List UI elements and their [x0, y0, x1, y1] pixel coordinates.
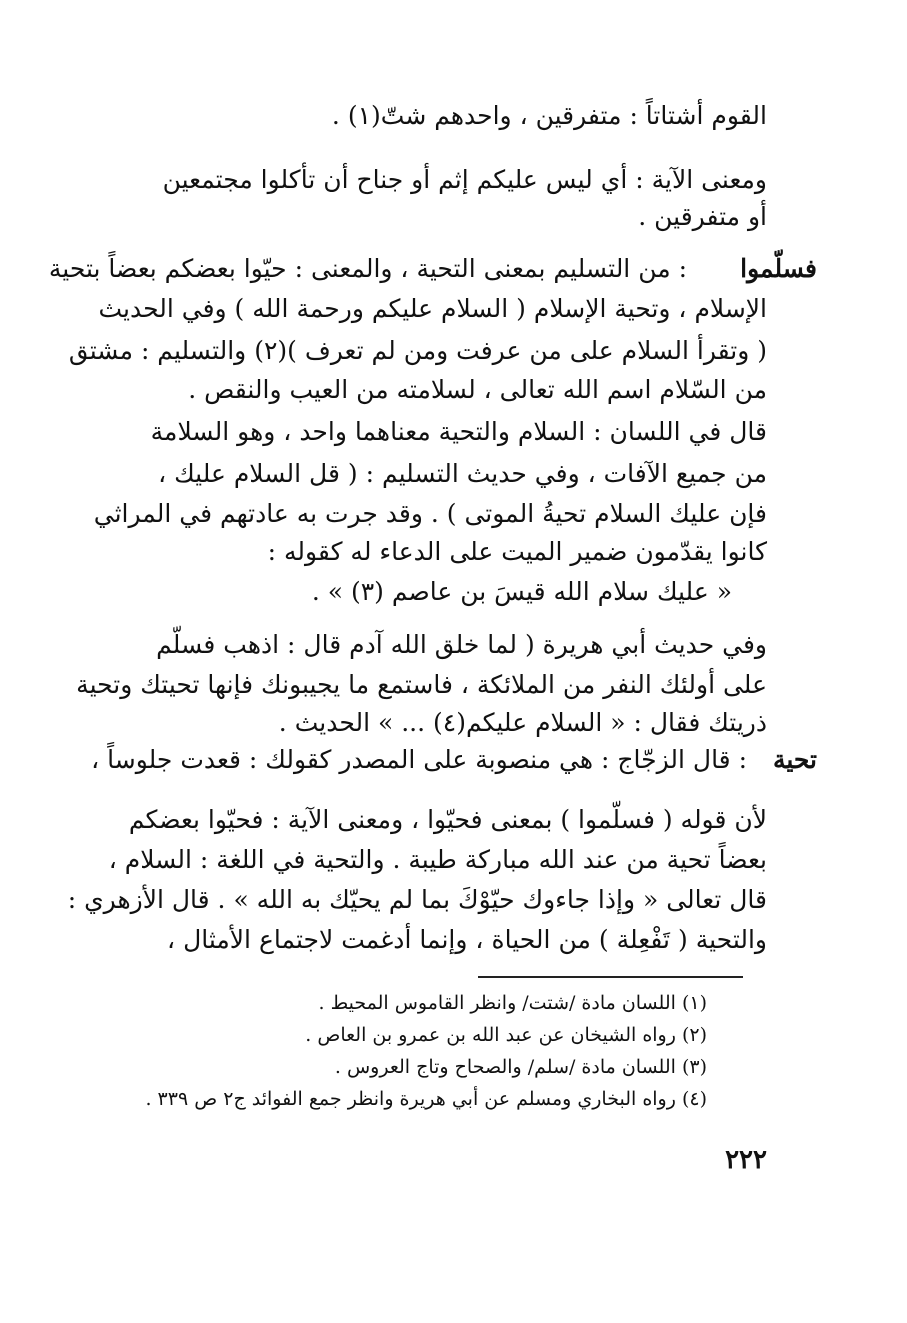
text-line: ذريتك فقال : « السلام عليكم(٤) ... » الحديث . [278, 708, 767, 737]
text-line: : قال الزجّاج : هي منصوبة على المصدر كقولك : قعدت جلوساً ، [91, 745, 747, 774]
text-line: من جميع الآفات ، وفي حديث التسليم : ( قل السلام عليك ، [158, 459, 767, 488]
text-line: فإن عليك السلام تحيةُ الموتى ) . وقد جرت به عادتهم في المراثي [93, 499, 767, 528]
footnote: (٤) رواه البخاري ومسلم عن أبي هريرة وانظر جمع الفوائد ج٢ ص ٣٣٩ . [145, 1088, 707, 1110]
text-line: بعضاً تحية من عند الله مباركة طيبة . والتحية في اللغة : السلام ، [108, 845, 767, 874]
text-line: من السّلام اسم الله تعالى ، لسلامته من العيب والنقص . [188, 375, 767, 404]
text-line: والتحية ( تَفْعِلة ) من الحياة ، وإنما أدغمت لاجتماع الأمثال ، [167, 925, 767, 954]
text-line: على أولئك النفر من الملائكة ، فاستمع ما يجيبونك فإنها تحيتك وتحية [76, 670, 767, 699]
text-line: كانوا يقدّمون ضمير الميت على الدعاء له كقوله : [267, 537, 767, 566]
entry-term: فسلّموا [740, 254, 817, 283]
page-number: ٢٢٢ [725, 1145, 767, 1175]
text-line: أو متفرقين . [638, 202, 767, 231]
text-line: قال في اللسان : السلام والتحية معناهما واحد ، وهو السلامة [150, 417, 767, 446]
text-line: لأن قوله ( فسلّموا ) بمعنى فحيّوا ، ومعنى الآية : فحيّوا بعضكم [128, 805, 767, 834]
text-line: الإسلام ، وتحية الإسلام ( السلام عليكم ورحمة الله ) وفي الحديث [98, 294, 767, 323]
text-line: ومعنى الآية : أي ليس عليكم إثم أو جناح أن تأكلوا مجتمعين [162, 165, 767, 194]
text-line: ( وتقرأ السلام على من عرفت ومن لم تعرف )(٢) والتسليم : مشتق [68, 336, 767, 365]
footnote: (٢) رواه الشيخان عن عبد الله بن عمرو بن العاص . [305, 1024, 707, 1046]
verse-line: « عليك سلام الله قيسَ بن عاصم (٣) » . [311, 577, 732, 606]
text-line: وفي حديث أبي هريرة ( لما خلق الله آدم قال : اذهب فسلّم [156, 630, 767, 659]
footnote: (٣) اللسان مادة /سلم/ والصحاح وتاج العروس . [334, 1056, 707, 1078]
entry-term: تحية [772, 745, 817, 774]
text-line: قال تعالى « وإذا جاءوك حيّوْكَ بما لم يحيّك به الله » . قال الأزهري : [67, 885, 767, 914]
footnote-separator [478, 976, 743, 978]
footnote: (١) اللسان مادة /شتت/ وانظر القاموس المحيط . [318, 992, 707, 1014]
text-line: القوم أشتاتاً : متفرقين ، واحدهم شتّ(١) . [331, 101, 767, 130]
text-line: : من التسليم بمعنى التحية ، والمعنى : حيّوا بعضكم بعضاً بتحية [48, 254, 687, 283]
